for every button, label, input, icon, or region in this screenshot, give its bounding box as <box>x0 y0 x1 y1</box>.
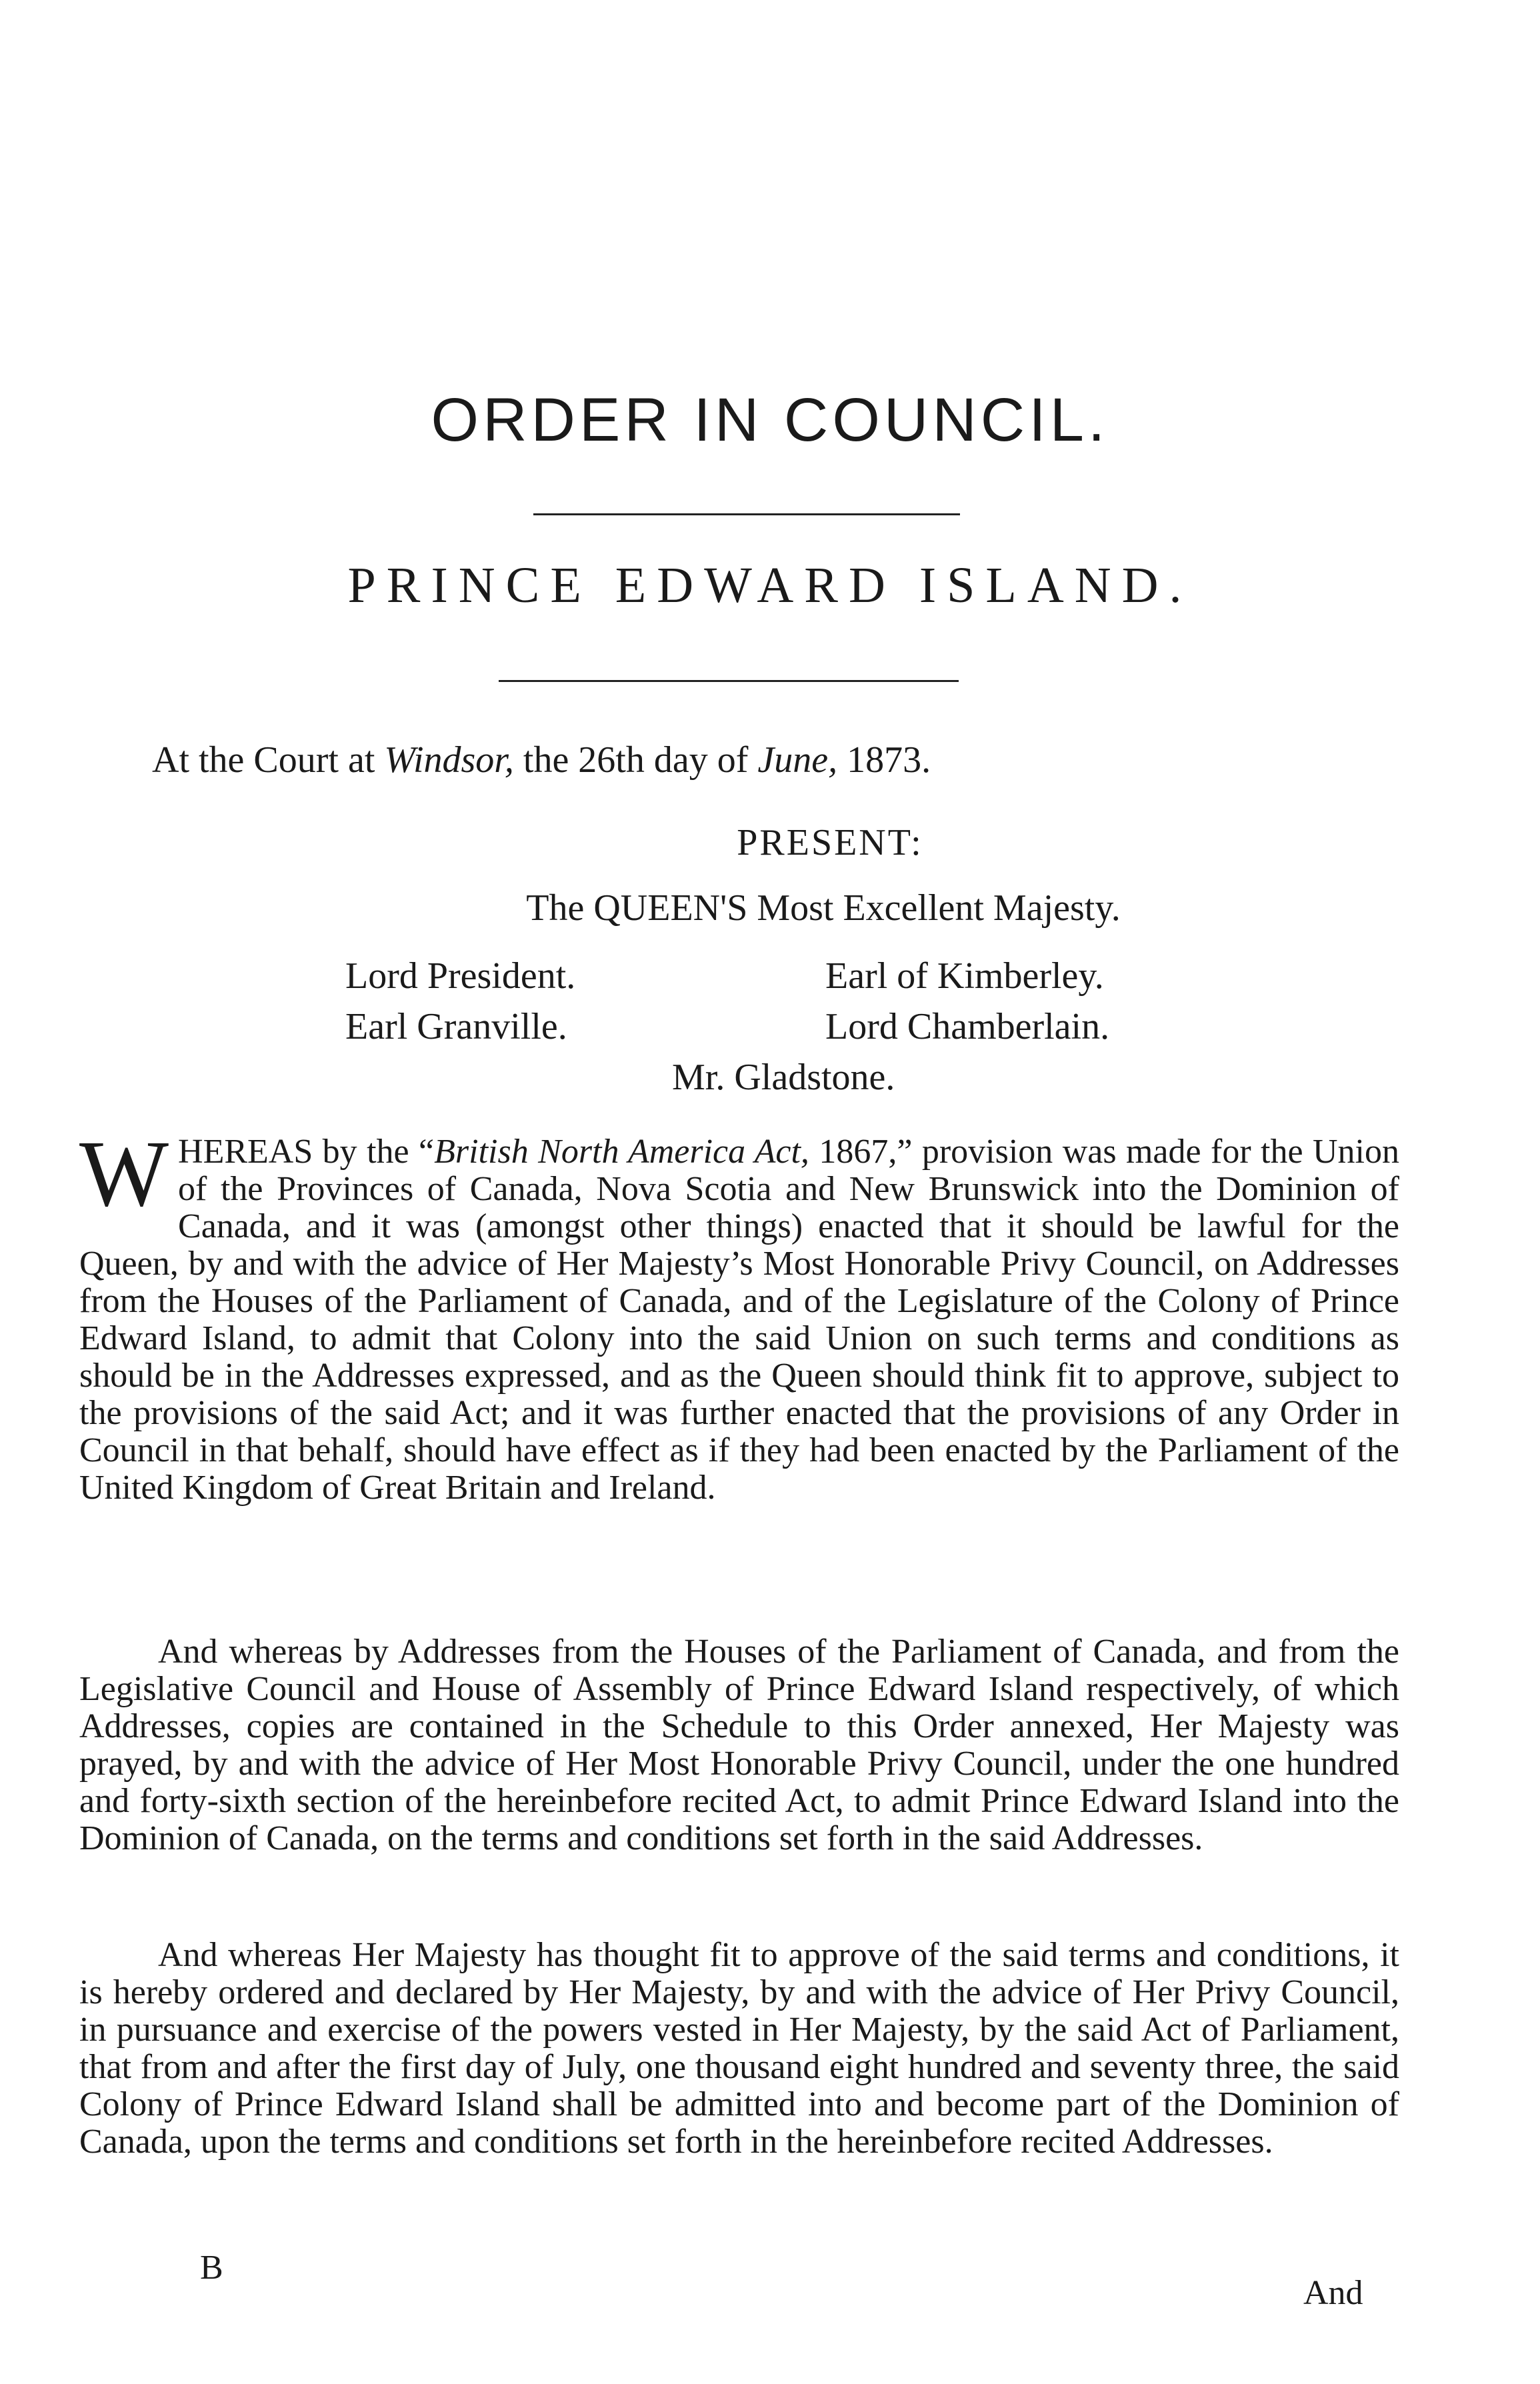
signature-mark: B <box>200 2249 223 2287</box>
act-title: British North America Act, <box>434 1133 809 1171</box>
court-prefix: At the Court at <box>152 739 385 781</box>
attendee-lord-president: Lord President. <box>345 955 576 997</box>
attendee-earl-granville: Earl Granville. <box>345 1006 567 1047</box>
court-year: 1873. <box>837 739 931 781</box>
paragraph-order: And whereas Her Majesty has thought fit to approve of the said terms and conditions, it is hereby ordered and declared by Her Majesty, by and with the advice of Her Privy Council, in pursuance and exercise of the powers vested in Her Majesty, by the said Act of Parliament, that from and after the first day of July, one thousand eight hundred and seventy three, the said Colony of Prince Edward Island shall be admitted into and become part of the Dominion of Canada, upon the terms and conditions set forth in the hereinbefore recited Addresses. <box>79 1936 1399 2161</box>
attendee-mr-gladstone: Mr. Gladstone. <box>672 1057 895 1098</box>
court-month: June, <box>757 739 838 781</box>
paragraph-whereas <box>79 1121 1400 1507</box>
attendee-lord-chamberlain: Lord Chamberlain. <box>825 1006 1110 1047</box>
present-heading: PRESENT: <box>737 822 923 863</box>
paragraph-whereas-body: 1867,” provision was made for the Union of the Provinces of Canada, Nova Scotia and New Brunswick into the Dominion of Canada, and it was (amongst other things) enacted that it should be lawful for the Queen, by and with the advice of Her Majesty’s Most Honorable Privy Council, on Addresses from the Houses of the Parliament of Canada, and of the Legislature of the Colony of Prince Edward Island, to admit that Colony into the said Union on such terms and conditions as should be in the Addresses expressed, and as the Queen should think fit to approve, subject to the provisions of the said Act; and it was further enacted that the provisions of any Order in Council in that behalf, should have effect as if they had been enacted by the Parliament of the United Kingdom of Great Britain and Ireland. <box>79 1133 1400 1507</box>
catchword: And <box>1303 2274 1363 2312</box>
drop-cap: W <box>79 1121 169 1226</box>
court-date-middle: the 26th day of <box>513 739 758 781</box>
attendee-earl-of-kimberley: Earl of Kimberley. <box>825 955 1104 997</box>
court-line <box>152 739 931 781</box>
majesty-line: The QUEEN'S Most Excellent Majesty. <box>526 887 1121 929</box>
title-divider <box>533 513 960 515</box>
page-title: ORDER IN COUNCIL. <box>431 386 1109 454</box>
paragraph-addresses: And whereas by Addresses from the Houses of the Parliament of Canada, and from the Legislative Council and House of Assembly of Prince Edward Island respectively, of which Addresses, copies are contained in the Schedule to this Order annexed, Her Majesty was prayed, by and with the advice of Her Most Honorable Privy Council, under the one hundred and forty-sixth section of the hereinbefore recited Act, to admit Prince Edward Island into the Dominion of Canada, on the terms and conditions set forth in the said Addresses. <box>79 1633 1399 1857</box>
subtitle-divider <box>499 680 959 682</box>
page-subtitle: PRINCE EDWARD ISLAND. <box>347 557 1193 613</box>
court-place: Windsor, <box>384 739 514 781</box>
paragraph-whereas-opening: HEREAS by the “ <box>178 1133 435 1171</box>
